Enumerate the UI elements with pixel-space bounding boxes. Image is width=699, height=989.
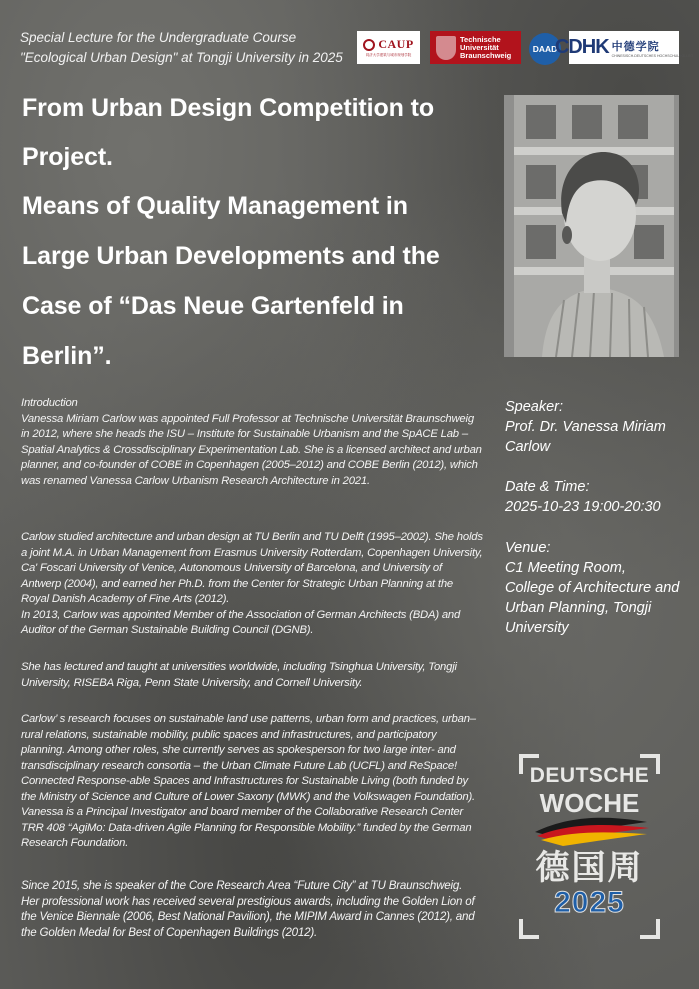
tongji-seal-icon: [363, 39, 375, 51]
badge-line-2: WOCHE: [539, 788, 640, 818]
datetime-value: 2025-10-23 19:00-20:30: [505, 499, 661, 515]
intro-heading: Introduction: [21, 397, 78, 409]
venue-line-1: C1 Meeting Room,: [505, 560, 626, 576]
lecture-title-line-5: Case of “Das Neue Gartenfeld in: [22, 292, 404, 320]
speaker-photo: [504, 95, 679, 357]
badge-line-3: 德国周: [535, 849, 644, 887]
research-paragraph: Carlow’ s research focuses on sustainable land use patterns, urban form and practices, urban–rural relations, sustainable mobility, public spaces and infrastructures, and participatory planning. Among other roles, she currently serves as spokesperson for two large inter- and transdisciplinary research consortia – the Urban Climate Future Lab (UCFL) and ReSpace! Connected Response-able Spaces and Infrastructures for Sustainable Living (both funded by the Ministry of Science and Culture of Lower Saxony (MWK) and the Volkswagen Foundation). Vanessa is a Principal Investigator and board member of the Collaborative Research Center TRR 408 “AgiMo: Data-driven Agile Planning for Responsible Mobility.” funded by the German Research Foundation.: [21, 713, 476, 849]
badge-line-1: DEUTSCHE: [529, 764, 650, 787]
caup-logo-text: CAUP: [378, 37, 414, 51]
teaching-paragraph: She has lectured and taught at universities worldwide, including Tsinghua University, Tongji University, RISEBA Riga, Penn State University, and Cornell University.: [21, 661, 457, 689]
tu-logo-line-3: Braunschweig: [460, 50, 512, 60]
badge-year: 2025: [554, 886, 625, 919]
datetime-label: Date & Time:: [505, 479, 590, 495]
cdhk-logo-subtitle: CHINESISCH-DEUTSCHES HOCHSCHULKOLLEG: [611, 53, 694, 58]
datetime-info: [505, 477, 690, 517]
caup-logo: [357, 31, 420, 64]
intro-section: [21, 396, 483, 489]
tu-logo-text: [460, 36, 511, 60]
speaker-label: Speaker:: [505, 399, 564, 415]
lecture-title-line-2: Project.: [22, 143, 113, 171]
venue-line-3: Urban Planning, Tongji: [505, 600, 652, 616]
membership-paragraph: In 2013, Carlow was appointed Member of the Association of German Architects (BDA) and Auditor of the German Sustainable Building Council (DGNB).: [21, 608, 461, 636]
lecture-title-line-3: Means of Quality Management in: [22, 192, 408, 220]
venue-label: Venue:: [505, 540, 551, 556]
venue-info: [505, 538, 690, 638]
lecture-title-line-6: Berlin”.: [22, 342, 112, 370]
intro-paragraph: Vanessa Miriam Carlow was appointed Full Professor at Technische Universität Braunschweig in 2012, where she heads the ISU – Institute for Sustainable Urbanism and the SpACE Lab – Spatial Analytics & Crossdisciplinary Experimentation Lab. She is a licensed architect and urban planner, and co-founder of COBE in Copenhagen (2005–2012) and COBE Berlin (2012), which was renamed Vanessa Carlow Urbanism Research Architecture in 2021.: [21, 412, 482, 487]
awards-paragraph: Since 2015, she is speaker of the Core Research Area “Future City” at TU Braunschweig. Her professional work has received several prestigious awards, including the Golden Lion of the Venice Biennale (2006, Best National Pavilion), the MIPIM Award in Cannes (2012), and the Golden Medal for Best of Copenhagen Buildings (2012).: [21, 879, 475, 939]
cdhk-logo-mark: [555, 36, 609, 59]
tu-braunschweig-logo: [430, 31, 521, 64]
course-header-line-2: "Ecological Urban Design" at Tongji University in 2025: [20, 50, 343, 65]
tu-logo-line-1: Technische: [460, 34, 501, 44]
course-header-line-1: Special Lecture for the Undergraduate Course: [20, 30, 297, 45]
tu-logo-line-2: Universität: [460, 42, 499, 52]
speaker-name: Prof. Dr. Vanessa Miriam Carlow: [505, 419, 666, 455]
daad-logo: DAAD: [529, 33, 561, 65]
cdhk-logo-chinese: 中德学院: [611, 40, 660, 53]
caup-logo-subtitle: 同济大学建筑与城市规划学院: [365, 53, 412, 57]
venue-line-4: University: [505, 620, 569, 636]
education-section: [21, 530, 483, 639]
lecture-title-line-4: Large Urban Developments and the: [22, 242, 440, 270]
speaker-info: [505, 397, 690, 457]
lecture-title-line-1: From Urban Design Competition to: [22, 94, 435, 122]
education-paragraph: Carlow studied architecture and urban design at TU Berlin and TU Delft (1995–2002). She holds a joint M.A. in Urban Management from Erasmus University Rotterdam, Copenhagen University, Ca' Foscari University of Venice, Autonomous University of Barcelona, and University of Antwerp (2004), and earned her Ph.D. from the Center for Strategic Urban Planning at the Royal Danish Academy of Fine Arts (2012).: [21, 531, 483, 605]
tu-crest-icon: [436, 36, 456, 60]
venue-line-2: College of Architecture and: [505, 580, 680, 596]
deutsche-woche-badge: [517, 754, 662, 939]
cdhk-logo-text: CDHK: [554, 36, 609, 58]
cdhk-logo: [554, 31, 694, 64]
